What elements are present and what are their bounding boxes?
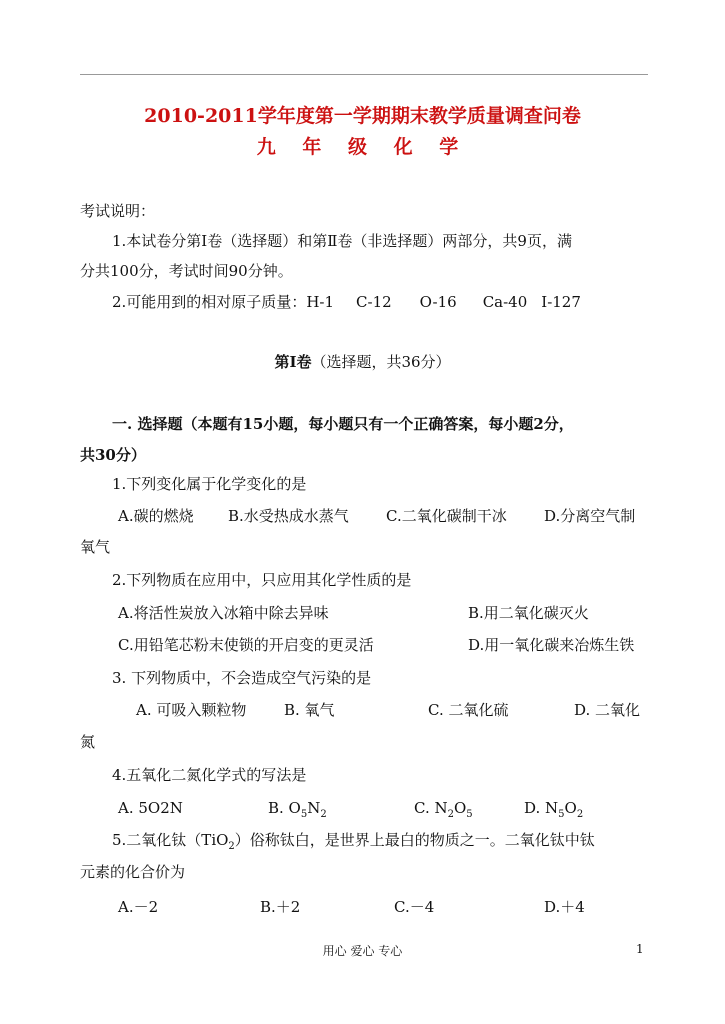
mass-c: C-12 (356, 293, 392, 311)
instruction-1-line-1: 1.本试卷分第Ⅰ卷（选择题）和第Ⅱ卷（非选择题）两部分，共9页，满 (112, 232, 572, 250)
question-2-option-a: A.将活性炭放入冰箱中除去异味 (118, 604, 329, 622)
question-1-option-a: A.碳的燃烧 (118, 507, 194, 525)
question-5-option-c: C.－4 (394, 898, 435, 916)
question-5-stem: 5.二氧化钛（TiO$_2$）俗称钛白，是世界上最白的物质之一。二氧化钛中钛 (112, 831, 595, 852)
part-1-heading-line-2: 共30分） (80, 446, 146, 464)
question-4-option-a: A. 5O2N (118, 799, 183, 817)
question-3-stem: 3. 下列物质中，不会造成空气污染的是 (112, 669, 372, 687)
instruction-2-label: 2.可能用到的相对原子质量： (112, 293, 307, 311)
question-5-stem-wrap: 元素的化合价为 (80, 863, 186, 881)
question-4-stem: 4.五氧化二氮化学式的写法是 (112, 766, 307, 784)
question-3-option-c: C. 二氧化硫 (428, 701, 509, 719)
question-4-option-c: C. $N_2O_5$ (414, 799, 473, 820)
mass-i: I-127 (541, 293, 581, 311)
part-1-heading-line-1: 一. 选择题（本题有15小题，每小题只有一个正确答案，每小题2分， (112, 415, 574, 433)
footer-motto: 用心 爱心 专心 (322, 944, 403, 958)
question-5-option-d: D.＋4 (544, 898, 585, 916)
question-3-option-d-wrap: 氮 (80, 733, 96, 751)
instruction-1-line-2: 分共100分，考试时间90分钟。 (80, 262, 293, 280)
question-1-stem: 1.下列变化属于化学变化的是 (112, 475, 307, 493)
question-1-option-c: C.二氧化碳制干冰 (386, 507, 507, 525)
question-3-option-d: D. 二氧化 (574, 701, 641, 719)
question-1-option-d: D.分离空气制 (544, 507, 636, 525)
question-5-option-a: A.－2 (118, 898, 159, 916)
question-1-option-d-wrap: 氧气 (80, 538, 111, 556)
question-2-option-c: C.用铅笔芯粉末使锁的开启变的更灵活 (118, 636, 374, 654)
mass-ca: Ca-40 (482, 293, 528, 311)
question-2-option-d: D.用一氧化碳来冶炼生铁 (468, 636, 635, 654)
mass-o: O-16 (419, 293, 457, 311)
question-2-stem: 2.下列物质在应用中，只应用其化学性质的是 (112, 571, 412, 589)
section-1-heading (0, 352, 725, 372)
section-1-note: （选择题，共36分） (311, 353, 451, 371)
section-1-label: 第Ⅰ卷 (274, 353, 312, 371)
instruction-2 (112, 292, 581, 312)
header-rule (80, 74, 648, 75)
question-4-option-d: D. $N_5O_2$ (524, 799, 584, 820)
question-4-option-b: B. $O_5N_2$ (268, 799, 327, 820)
question-5-option-b: B.＋2 (260, 898, 301, 916)
instructions-heading: 考试说明： (80, 202, 156, 220)
page-title: 2010-2011学年度第一学期期末教学质量调查问卷 (144, 105, 581, 127)
question-3-option-b: B. 氧气 (284, 701, 335, 719)
mass-h: H-1 (306, 293, 335, 311)
question-2-option-b: B.用二氧化碳灭火 (468, 604, 589, 622)
page-subtitle: 九 年 级 化 学 (256, 136, 469, 158)
question-1-option-b: B.水受热成水蒸气 (228, 507, 349, 525)
question-3-option-a: A. 可吸入颗粒物 (136, 701, 247, 719)
page-number: 1 (636, 942, 644, 956)
